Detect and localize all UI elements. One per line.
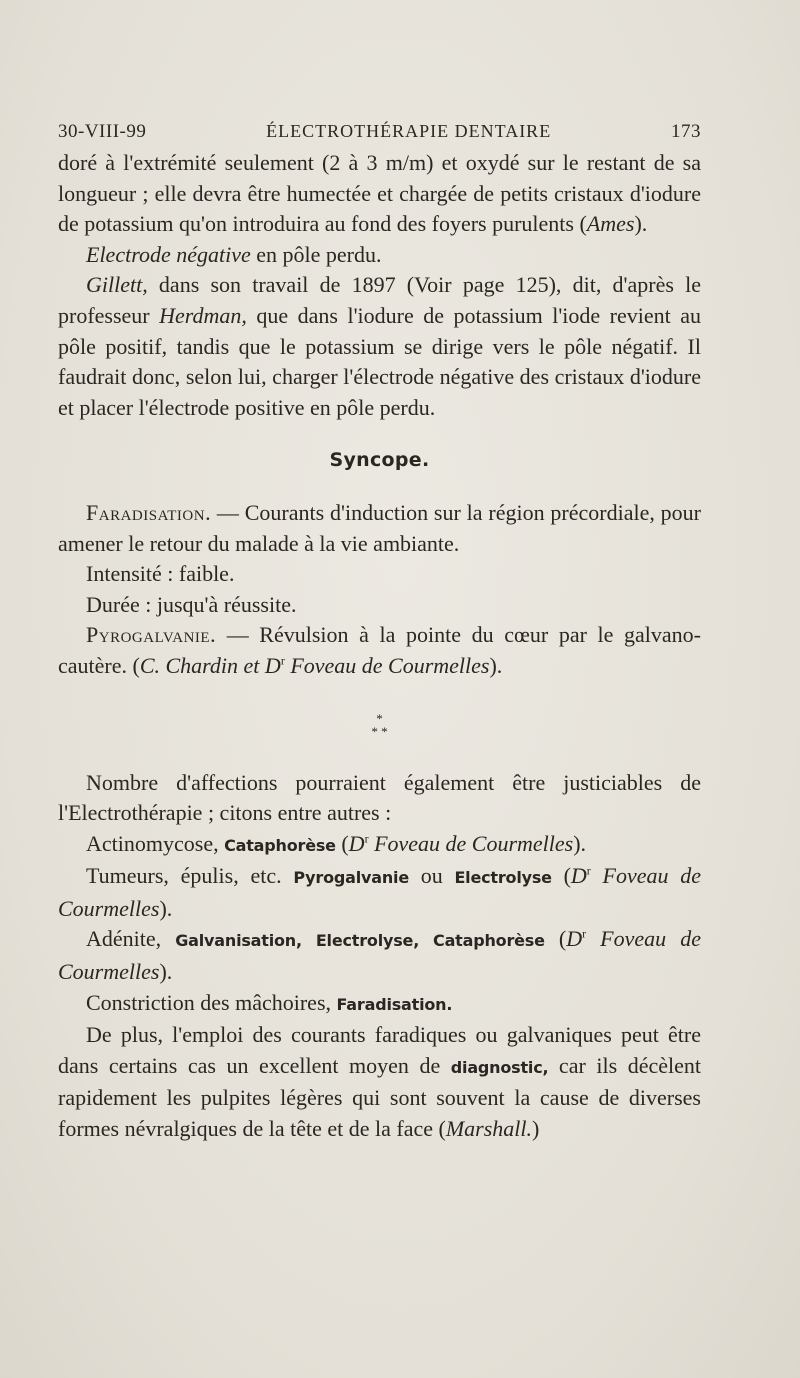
paragraph-pyrogalvanie: Pyrogalvanie. — Révulsion à la pointe du cœur par le galvano-cautère. (C. Chardin et $D^r$ Foveau de Courmelles).: [58, 622, 701, 678]
author-gillett: Gillett,: [86, 272, 148, 298]
paragraph-faradisation: Faradisation. — Courants d'induction sur la région précordiale, pour amener le retour du malade à la vie ambiante.: [58, 499, 701, 556]
page-number: 173: [670, 121, 701, 142]
header-date: 30-VIII-99: [58, 121, 147, 142]
author-herdman: Herdman,: [159, 302, 247, 328]
item-tumeurs: Tumeurs, épulis, etc. Pyrogalvanie ou Electrolyse ($D^r$ Foveau de Courmelles).: [58, 863, 702, 921]
line-intensite: Intensité : faible.: [86, 561, 235, 587]
paragraph-nombre: Nombre d'affections pourraient également être justiciables de l'Electrothérapie ; citons entre autres :: [58, 769, 701, 826]
paragraph-electrode: doré à l'extrémité seulement (2 à 3 m/m) et oxydé sur le restant de sa longueur ; elle devra être humectée et chargée de petits cristaux d'iodure de potassium qu'on introduira au fond des foyers purulents (Ames).: [58, 150, 701, 237]
paragraph-de-plus: De plus, l'emploi des courants faradiques ou galvaniques peut être dans certains cas un excellent moyen de diagnostic, car ils décèlent rapidement les pulpites légères qui sont souvent la cause de diverses formes névralgiques de la tête et de la face (Marshall.): [58, 1022, 701, 1142]
item-constriction: Constriction des mâchoires, Faradisation.: [86, 989, 453, 1015]
page-content: [58, 116, 701, 1145]
header-title: ÉLECTROTHÉRAPIE DENTAIRE: [266, 121, 552, 141]
line-duree: Durée : jusqu'à réussite.: [86, 591, 297, 617]
item-adenite: Adénite, Galvanisation, Electrolyse, Cataphorèse ($D^r$ Foveau de Courmelles).: [58, 926, 702, 985]
author-marshall: Marshall.: [445, 1116, 533, 1142]
paragraph-gillett: Gillett, dans son travail de 1897 (Voir page 125), dit, d'après le professeur Herdman, que dans l'iodure de potassium l'iode revient au pôle positif, tandis que le potassium se dirige vers le pôle négatif. Il faudrait donc, selon lui, charger l'électrode négative des cristaux d'iodure et placer l'électrode positive en pôle perdu.: [58, 272, 701, 420]
asterism: * * *: [371, 710, 388, 739]
item-actinomycose: Actinomycose, Cataphorèse ($D^r$ Foveau de Courmelles).: [86, 830, 587, 856]
running-head: [58, 116, 701, 146]
author-ames: Ames: [586, 211, 635, 237]
section-heading-syncope: Syncope.: [329, 449, 430, 472]
paragraph-electrode-negative: Electrode négative en pôle perdu.: [86, 241, 382, 267]
